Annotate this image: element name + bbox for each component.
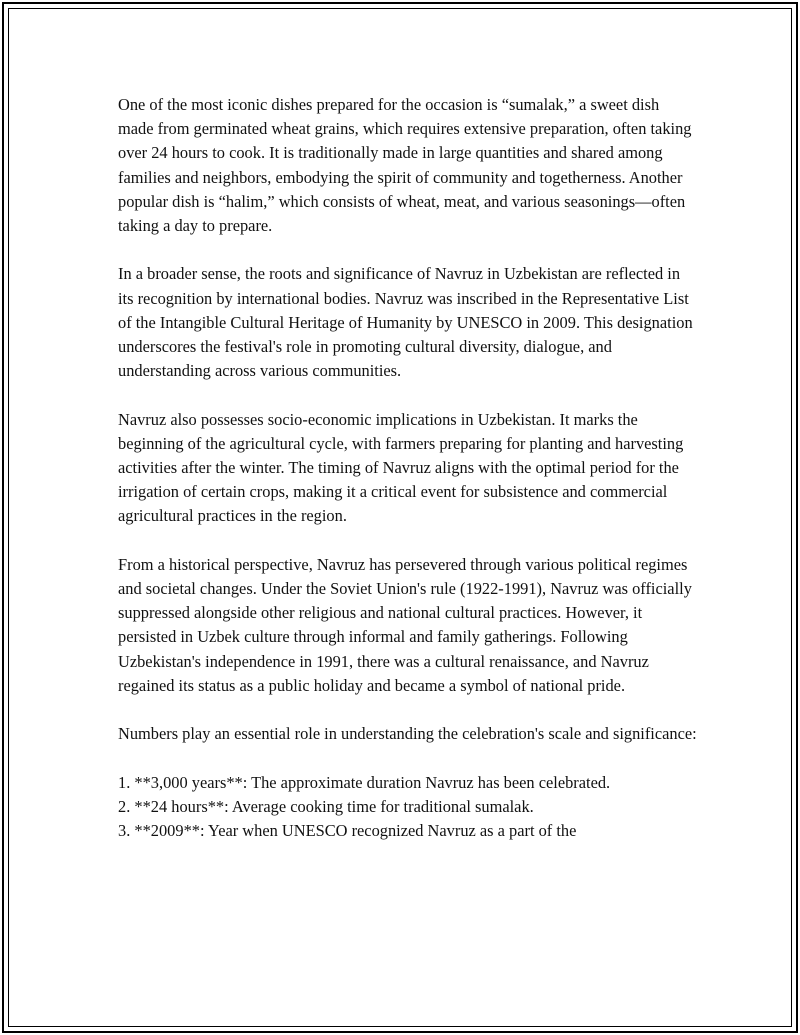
paragraph-unesco: In a broader sense, the roots and significance of Navruz in Uzbekistan are reflected in its recognition by international bodies. Navruz was inscribed in the Representative List of the Intangible Cultural Heritage of Humanity by UNESCO in 2009. This designation underscores the festival's role in promoting cultural diversity, dialogue, and understanding across various communities.: [118, 264, 693, 381]
list-item: 3. **2009**: Year when UNESCO recognized Navruz as a part of the: [118, 821, 577, 841]
paragraph-numbers-intro: Numbers play an essential role in understanding the celebration's scale and significance:: [118, 724, 697, 744]
paragraph-historical: From a historical perspective, Navruz has persevered through various political regimes and societal changes. Under the Soviet Union's rule (1922-1991), Navruz was officially suppressed alongside other religious and national cultural practices. However, it persisted in Uzbek culture through informal and family gatherings. Following Uzbekistan's independence in 1991, there was a cultural renaissance, and Navruz regained its status as a public holiday and became a symbol of national pride.: [118, 554, 692, 695]
list-item: 1. **3,000 years**: The approximate duration Navruz has been celebrated.: [118, 772, 611, 792]
numbered-list: [118, 771, 698, 844]
paragraph-sumalak: One of the most iconic dishes prepared for the occasion is “sumalak,” a sweet dish made from germinated wheat grains, which requires extensive preparation, often taking over 24 hours to cook. It is traditionally made in large quantities and shared among families and neighbors, embodying the spirit of community and togetherness. Another popular dish is “halim,” which consists of wheat, meat, and various seasonings—often taking a day to prepare.: [118, 95, 692, 236]
document-body: [118, 93, 698, 843]
paragraph-socio-economic: Navruz also possesses socio-economic implications in Uzbekistan. It marks the beginning of the agricultural cycle, with farmers preparing for planting and harvesting activities after the winter. The timing of Navruz aligns with the optimal period for the irrigation of certain crops, making it a critical event for subsistence and commercial agricultural practices in the region.: [118, 409, 684, 526]
list-item: 2. **24 hours**: Average cooking time for traditional sumalak.: [118, 796, 534, 816]
